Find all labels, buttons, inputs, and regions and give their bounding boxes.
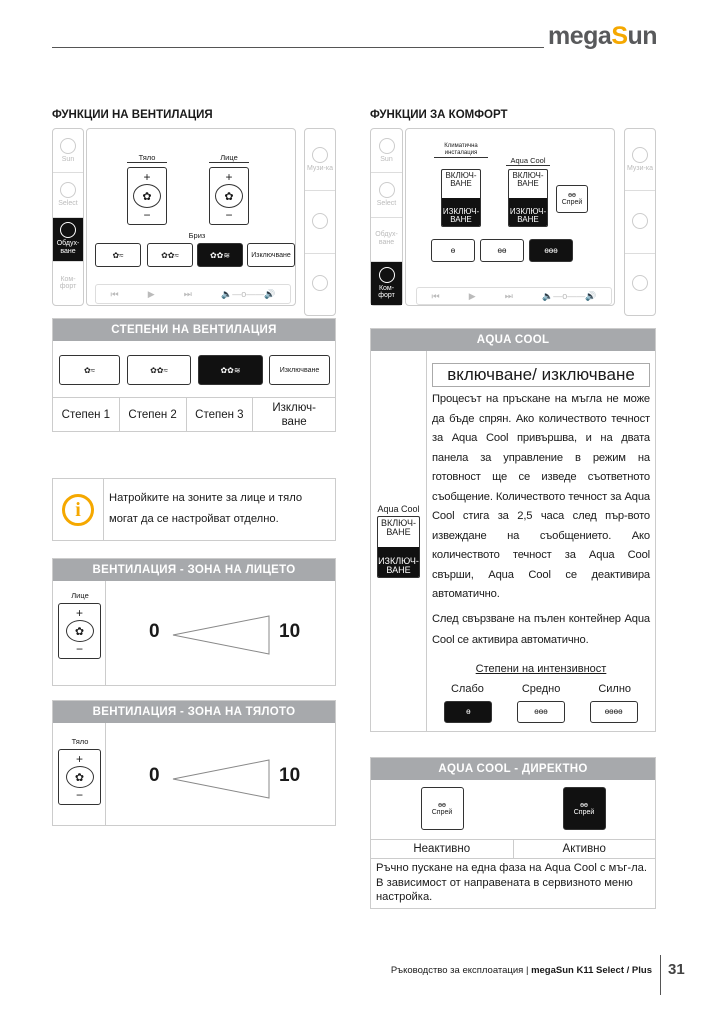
level-3-button[interactable]: ✿✿≋ [198,355,263,385]
aqua-icon-label: Aqua Cool [377,503,420,514]
scale-triangle [171,758,271,800]
intensity-high[interactable]: ɵɵɵ [529,239,573,262]
face-zone-title: ВЕНТИЛАЦИЯ - ЗОНА НА ЛИЦЕТО [53,559,335,581]
sidebar-item-stop[interactable] [625,254,655,315]
plus-button[interactable]: + [75,752,83,766]
right-screen-sidebar [370,128,403,306]
footer-divider [660,955,661,995]
climate-toggle[interactable] [441,169,481,227]
footer-product: megaSun K11 Select / Plus [531,965,652,976]
body-label: Тяло [71,737,89,746]
stop-icon [632,275,648,291]
intensity-label: Средно [521,682,561,695]
page-number: 31 [668,961,685,978]
aqua-label: Aqua Cool [506,156,550,166]
spray-active-button[interactable]: ɵɵ Спрей [563,787,606,830]
intensity-title: Степени на интензивност [475,662,607,675]
info-note [52,478,336,541]
spray-button[interactable]: ɵɵ Спрей [556,185,588,213]
plus-button[interactable]: + [143,170,151,184]
face-control[interactable] [58,603,101,659]
active-label: Активно [562,843,606,855]
ventilation-levels-table [52,318,336,432]
aqua-cool-toggle[interactable] [508,169,548,227]
play-icon[interactable]: ▶ [147,288,155,299]
level-off-button[interactable]: Изключване [269,355,330,385]
level-label: Изключ-ване [272,401,316,428]
sidebar-item-sun[interactable]: Sun [53,129,83,173]
off-button[interactable]: ИЗКЛЮЧ-ВАНЕ [442,198,480,226]
next-icon[interactable]: ⏭ [504,290,513,301]
info-text: Натройките на зоните за лице и тяло могат да се настройват отделно. [109,492,303,525]
breeze-level-2[interactable]: ✿✿≈ [147,243,193,267]
header-rule [52,47,544,48]
on-label: ВКЛЮЧ-ВАНЕ [381,517,416,537]
intensity-high-icon: ɵɵɵɵ [590,701,638,723]
aqua-cool-direct-section [370,757,656,909]
select-icon [60,182,76,198]
climate-label: Климатична инсталация [434,143,488,158]
breeze-label: Бриз [188,231,206,240]
button-icon [632,213,648,229]
sidebar-item-select[interactable]: Select [53,173,83,217]
footer-text: Ръководство за експлоатация | megaSun K11 Select / Plus [390,965,652,976]
sidebar-item-button[interactable] [305,191,335,253]
intensity-label: Силно [598,682,632,695]
left-screen-right-sidebar [304,128,336,316]
on-button[interactable]: ВКЛЮЧ-ВАНЕ [445,171,477,188]
sidebar-item-sun[interactable]: Sun [371,129,402,173]
sidebar-item-music[interactable]: Музи-ка [625,129,655,191]
sun-icon [379,138,395,154]
intensity-low-icon: ɵ [444,701,492,723]
fan-icon [60,222,76,238]
select-icon [379,182,395,198]
level-1-button[interactable]: ✿≈ [59,355,120,385]
off-label: ИЗКЛЮЧ-ВАНЕ [378,547,419,577]
minus-button[interactable]: − [75,788,83,802]
scale-min: 0 [149,621,160,642]
aqua-cool-toggle [377,516,420,578]
breeze-off-button[interactable]: Изключване [247,243,295,267]
prev-icon[interactable]: ⏮ [110,288,119,299]
off-button[interactable]: ИЗКЛЮЧ-ВАНЕ [509,198,547,226]
face-label: Лице [209,153,249,163]
sidebar-item-comfort[interactable]: Ком-форт [59,275,77,291]
body-fan-icon: ✿ [133,184,161,208]
face-label: Лице [71,591,89,600]
intensity-medium-icon: ɵɵɵ [517,701,565,723]
direct-title: AQUA COOL - ДИРЕКТНО [371,758,655,780]
aqua-auto-note: След свързване на пълен контейнер Aqua Cool се активира автоматично. [432,612,650,646]
face-zone-section [52,558,336,686]
scale-min: 0 [149,765,160,786]
spray-inactive-button[interactable]: ɵɵ Спрей [421,787,464,830]
body-zone-title: ВЕНТИЛАЦИЯ - ЗОНА НА ТЯЛОТО [53,701,335,723]
level-label: Степен 3 [187,398,254,431]
right-screen [405,128,615,306]
ventilation-heading: ФУНКЦИИ НА ВЕНТИЛАЦИЯ [52,109,213,121]
face-zone-control[interactable] [209,167,249,225]
music-icon [632,147,648,163]
drops-icon: ɵɵ [438,801,446,809]
breeze-level-1[interactable]: ✿≈ [95,243,141,267]
face-fan-icon: ✿ [66,620,94,642]
sidebar-item-ventilation[interactable]: Обдух-ване [53,218,83,262]
drops-icon: ɵɵ [580,801,588,809]
levels-title: СТЕПЕНИ НА ВЕНТИЛАЦИЯ [53,319,335,341]
minus-button[interactable]: − [225,208,233,222]
media-player [95,284,291,304]
on-button[interactable]: ВКЛЮЧ-ВАНЕ [512,171,544,188]
scale-triangle [171,614,271,656]
level-label: Степен 2 [120,398,187,431]
sidebar-item-music[interactable]: Музи-ка [305,129,335,191]
face-fan-icon: ✿ [215,184,243,208]
prev-icon[interactable]: ⏮ [431,290,440,301]
plus-button[interactable]: + [75,606,83,620]
volume-slider[interactable]: 🔈—o——🔊 [221,288,276,299]
scale-max: 10 [279,621,301,642]
play-icon[interactable]: ▶ [468,290,476,301]
level-label: Степен 1 [53,398,120,431]
body-zone-control[interactable] [127,167,167,225]
sidebar-item-stop[interactable] [305,254,335,315]
scale-max: 10 [279,765,301,786]
body-fan-icon: ✿ [66,766,94,788]
sidebar-item-select[interactable]: Select [371,173,402,217]
minus-button[interactable]: − [143,208,151,222]
drops-icon: ɵɵ [568,192,576,199]
intensity-medium[interactable]: ɵɵ [480,239,524,262]
toggle-title: включване/ изключване [432,363,650,387]
sidebar-item-button[interactable] [625,191,655,253]
body-zone-section [52,700,336,826]
body-control[interactable] [58,749,101,805]
body-label: Тяло [127,153,167,163]
megasun-logo: megaSun [548,22,658,50]
next-icon[interactable]: ⏭ [183,288,192,299]
info-icon: i [62,494,94,526]
comfort-heading: ФУНКЦИИ ЗА КОМФОРТ [370,109,508,121]
breeze-level-3[interactable]: ✿✿≋ [197,243,243,267]
volume-slider[interactable]: 🔈—o——🔊 [542,290,597,301]
left-screen [86,128,296,306]
aqua-cool-title: AQUA COOL [371,329,655,351]
music-icon [312,147,328,163]
sidebar-item-comfort[interactable]: Ком-форт [371,262,402,305]
inactive-label: Неактивно [371,840,514,858]
sidebar-item-ventilation[interactable]: Обдух-ване [371,218,402,262]
intensity-label: Слабо [450,682,484,695]
right-screen-right-sidebar [624,128,656,316]
sun-icon [60,138,76,154]
intensity-low[interactable]: ɵ [431,239,475,262]
aqua-description: Процесът на пръскане на мъгла не може да бъде спрян. Ако количеството течност за Aqua Cool привършва, и на двата панела за управление в режим на готовност ще се изведе съответното съобщение. Количеството течност за Aqua Cool стига за 2,5 часа след пър-вото извеждане на съобщението. Ако количеството течност за Aqua Cool свърши, Aqua Cool се деактивира автоматично. [432,393,650,600]
media-player [416,287,612,305]
plus-button[interactable]: + [225,170,233,184]
direct-note: В зависимост от направената в сервизното меню настройка. [376,876,633,903]
comfort-icon [379,267,395,283]
stop-icon [312,275,328,291]
level-2-button[interactable]: ✿✿≈ [127,355,191,385]
aqua-cool-section [370,328,656,732]
button-icon [312,213,328,229]
left-screen-sidebar [52,128,84,306]
minus-button[interactable]: − [75,642,83,656]
direct-text: Ръчно пускане на една фаза на Aqua Cool с мъг-ла. [376,862,647,874]
